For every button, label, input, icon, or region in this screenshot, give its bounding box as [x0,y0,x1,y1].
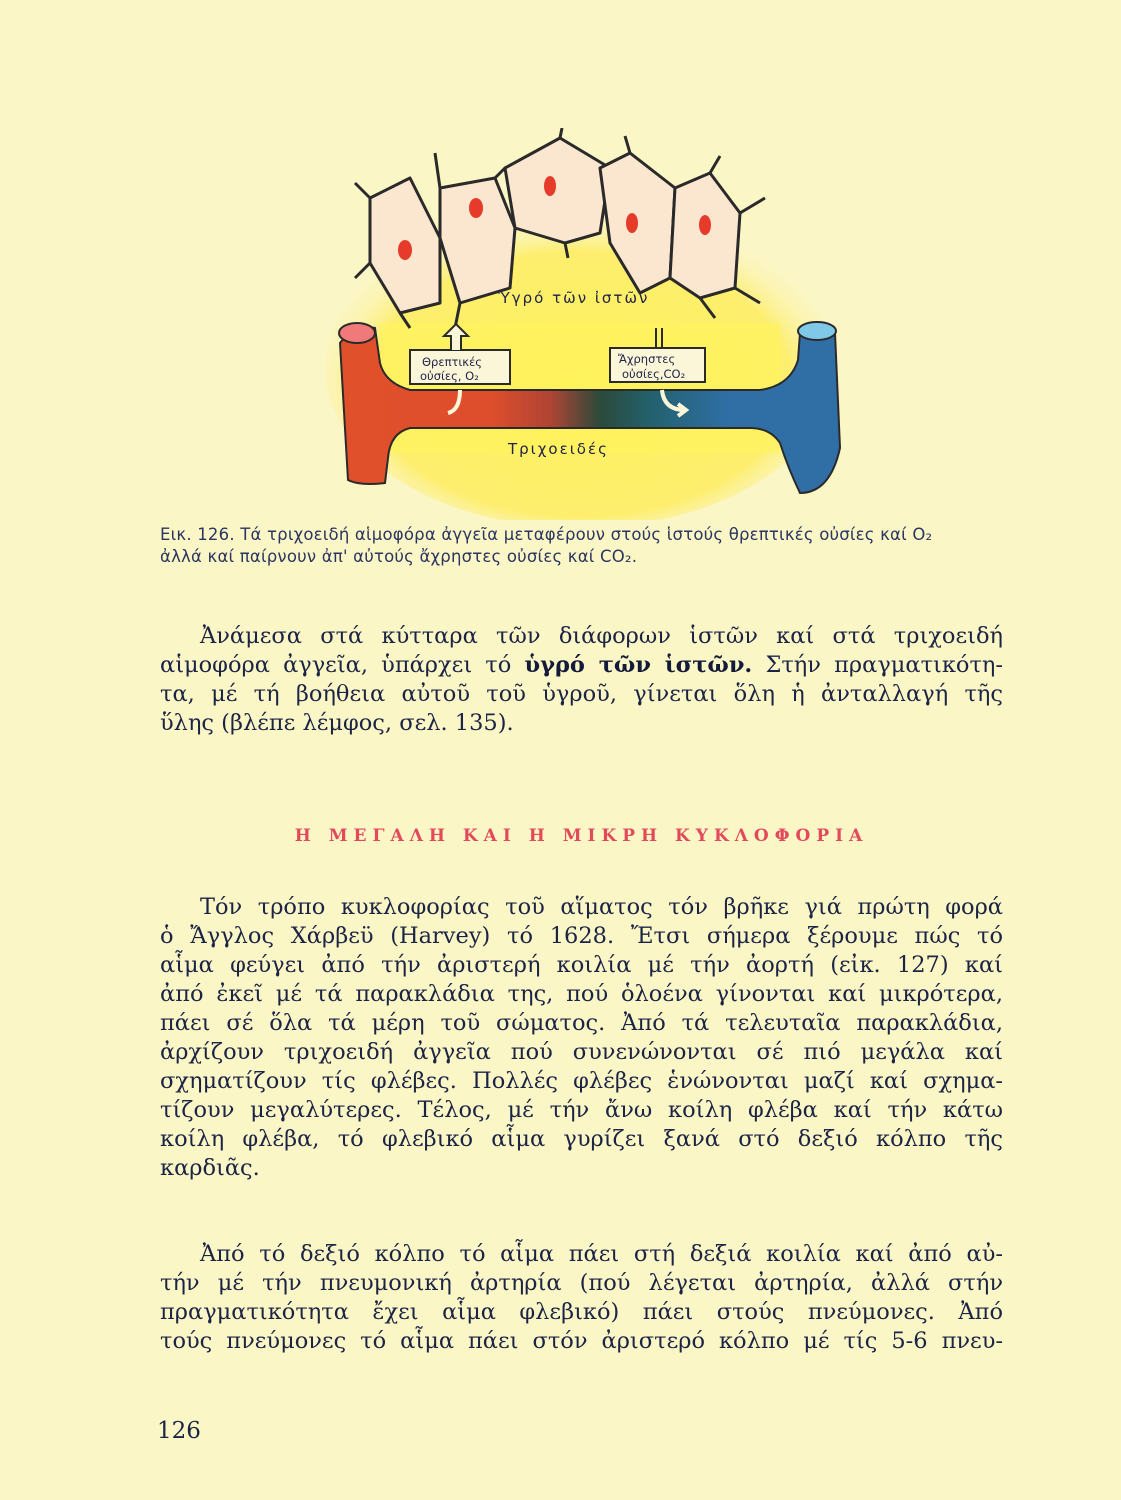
paragraph-pulmonary [160,1240,1003,1356]
nucleus-4 [626,213,638,233]
section-heading: Η ΜΕΓΑΛΗ ΚΑΙ Η ΜΙΚΡΗ ΚΥΚΛΟΦΟΡΙΑ [294,826,869,846]
figure-caption [160,524,1000,568]
text-line: τήν μέ τήν πνευμονική ἀρτηρία (πού λέγεται ἀρτηρία, ἀλλά στήν [160,1270,1003,1296]
text-line: σχηματίζουν τίς φλέβες. Πολλές φλέβες ἑνώνονται μαζί καί σχημα- [160,1068,1003,1094]
text-line: καρδιᾶς. [160,1155,260,1181]
text-line: τα, μέ τή βοήθεια αὐτοῦ τοῦ ὑγροῦ, γίνεται ὅλη ἡ ἀνταλλαγή τῆς [160,681,1003,707]
paragraph-circulation [160,893,1003,1183]
label-waste-line1: Ἄχρηστες [618,352,676,366]
label-nutrients-line1: Θρεπτικές [422,355,483,369]
text-line: αἷμα φεύγει ἀπό τήν ἀριστερή κοιλία μέ τήν ἀορτή (εἰκ. 127) καί [160,952,1003,978]
artery-opening [339,323,375,343]
text-line: τίζουν μεγαλύτερες. Τέλος, μέ τήν ἄνω κοίλη φλέβα καί τήν κάτω [160,1097,1003,1123]
nucleus-1 [398,240,412,260]
label-tissue-fluid: Ὑγρό τῶν ἰστῶν [498,289,650,307]
nutrients-box [410,350,510,384]
cell-3 [505,138,610,243]
text-span: Στήν πραγματικότη- [752,652,1004,678]
nucleus-2 [469,198,483,218]
text-line: ὁ Ἄγγλος Χάρβεϋ (Harvey) τό 1628. Ἔτσι σήμερα ξέρουμε πώς τό [160,923,1003,949]
capillary-figure [300,128,860,520]
text-line: Τόν τρόπο κυκλοφορίας τοῦ αἵματος τόν βρῆκε γιά πρώτη φορά [200,894,1003,920]
text-line [160,651,1003,680]
cell-5 [670,173,740,298]
vein-opening [798,322,836,340]
text-line: ἀρχίζουν τριχοειδή ἀγγεῖα πού συνενώνονται σέ πιό μεγάλα καί [160,1039,1003,1065]
label-capillary: Τριχοειδές [508,440,609,458]
bold-term: ὑγρό τῶν ἱστῶν. [524,652,753,678]
text-line: ὕλης (βλέπε λέμφος, σελ. 135). [160,710,514,736]
text-line: Ἀπό τό δεξιό κόλπο τό αἷμα πάει στή δεξιά κοιλία καί ἀπό αὐ- [200,1241,1003,1267]
nucleus-5 [699,215,711,235]
text-line: Ἀνάμεσα στά κύτταρα τῶν διάφορων ἱστῶν καί στά τριχοειδή [200,623,1003,649]
text-line: τούς πνεύμονες τό αἷμα πάει στόν ἀριστερό κόλπο μέ τίς 5-6 πνευ- [160,1328,1003,1354]
caption-line-2: ἀλλά καί παίρνουν ἀπ' αὐτούς ἄχρηστες οὐσίες καί CO₂. [160,547,638,566]
waste-box [610,348,705,382]
text-line: ἀπό ἐκεῖ μέ τά παρακλάδια της, πού ὁλοένα γίνονται καί μικρότερα, [160,981,1003,1007]
label-waste-line2: οὐσίες,CO₂ [622,367,686,381]
text-span: αἱμοφόρα ἀγγεῖα, ὑπάρχει τό [160,652,525,678]
caption-line-1: Εικ. 126. Τά τριχοειδή αἱμοφόρα ἀγγεῖα μεταφέρουν στούς ἱστούς θρεπτικές οὐσίες καί O₂ [160,525,933,544]
text-line: κοίλη φλέβα, τό φλεβικό αἷμα γυρίζει ξανά στό δεξιό κόλπο τῆς [160,1126,1003,1152]
text-line: πραγματικότητα ἔχει αἷμα φλεβικό) πάει στούς πνεύμονες. Ἀπό [160,1299,1003,1325]
capillary-diagram [300,128,860,520]
nucleus-3 [544,176,556,196]
page-number: 126 [157,1418,201,1444]
label-nutrients-line2: οὐσίες, O₂ [420,369,479,383]
text-line: πάει σέ ὅλα τά μέρη τοῦ σώματος. Ἀπό τά τελευταῖα παρακλάδια, [160,1010,1003,1036]
paragraph-tissue-fluid [160,622,1003,738]
